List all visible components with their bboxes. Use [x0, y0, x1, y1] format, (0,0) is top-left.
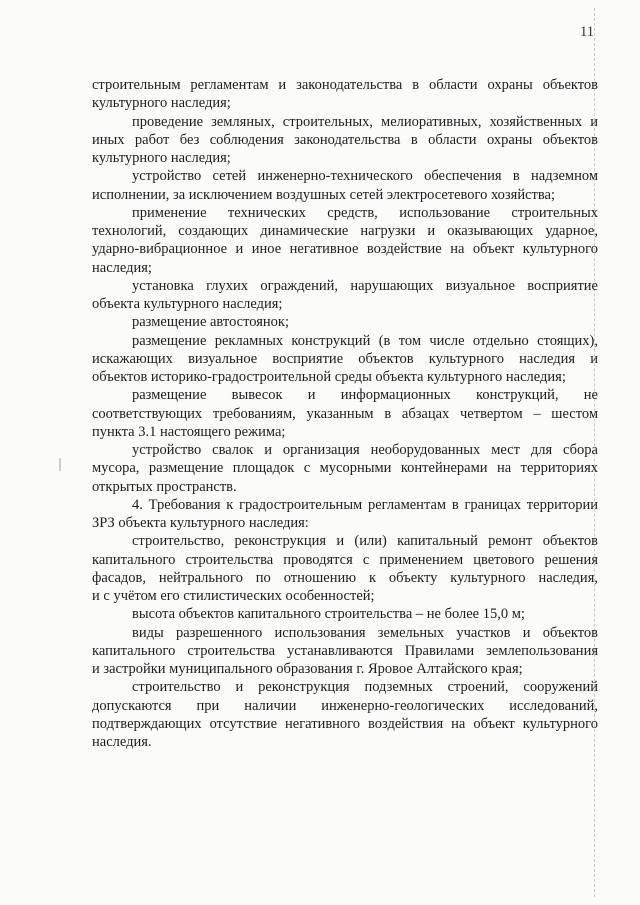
text-line: подтверждающих отсутствие негативного воздействия на объект культурного [92, 715, 598, 732]
text-line: и с учётом его стилистических особенностей; [92, 588, 375, 604]
text-line: применение технических средств, использование строительных [132, 204, 598, 221]
text-line: иных работ без соблюдения законодательства в области охраны объектов [92, 131, 598, 148]
body-text [92, 76, 598, 751]
text-line: фасадов, нейтрального по отношению к объекту культурного наследия, [92, 569, 598, 586]
scan-mark [59, 458, 61, 471]
page-number: 11 [580, 24, 594, 40]
text-line: мусора, размещение площадок с мусорными контейнерами на территориях [92, 460, 598, 477]
text-line: исполнении, за исключением воздушных сетей электросетевого хозяйства; [92, 186, 555, 203]
paragraph [92, 332, 598, 387]
text-line: 4. Требования к градостроительным регламентам в границах территории [132, 496, 598, 513]
text-line: допускаются при наличии инженерно-геологических исследований, [92, 697, 598, 714]
text-line: установка глухих ограждений, нарушающих визуальное восприятие [132, 277, 598, 294]
paragraph [92, 532, 598, 605]
text-line: капитального строительства проводятся с применением цветового решения [92, 551, 598, 568]
text-line: строительным регламентам и законодательства в области охраны объектов [92, 77, 598, 93]
paragraph [92, 113, 598, 168]
paragraph [92, 496, 598, 533]
text-line: искажающих визуальное восприятие объектов культурного наследия и [92, 350, 598, 367]
text-line: проведение земляных, строительных, мелиоративных, хозяйственных и [132, 113, 598, 130]
text-line: устройство сетей инженерно-технического обеспечения в надземном [132, 168, 598, 185]
text-line: размещение рекламных конструкций (в том числе отдельно стоящих), [132, 332, 598, 349]
text-line: объекта культурного наследия; [92, 296, 283, 312]
paragraph [92, 678, 598, 751]
paragraph [92, 386, 598, 441]
paragraph [92, 277, 598, 314]
text-line: и застройки муниципального образования г. Яровое Алтайского края; [92, 661, 523, 677]
text-line: строительство и реконструкция подземных строений, сооружений [132, 679, 598, 696]
text-line: размещение автостоянок; [132, 314, 289, 331]
paragraph [92, 441, 598, 496]
text-line: культурного наследия; [92, 150, 231, 166]
text-line: технологий, создающих динамические нагрузки и оказывающих ударное, [92, 223, 598, 239]
text-line: устройство свалок и организация необорудованных мест для сбора [132, 442, 598, 458]
paragraph [92, 76, 598, 113]
text-line: капитального строительства устанавливаются Правилами землепользования [92, 642, 598, 659]
text-line: наследия. [92, 734, 152, 750]
text-line: виды разрешенного использования земельных участков и объектов [132, 624, 598, 641]
text-line: соответствующих требованиям, указанным в абзацах четвертом – шестом [92, 405, 598, 422]
paragraph [92, 167, 598, 204]
text-line: объектов историко-градостроительной среды объекта культурного наследия; [92, 369, 566, 385]
text-line: ударно-вибрационное и иное негативное воздействие на объект культурного [92, 241, 598, 258]
paragraph [92, 313, 598, 331]
paragraph [92, 605, 598, 623]
text-line: наследия; [92, 259, 152, 276]
text-line: строительство, реконструкция и (или) капитальный ремонт объектов [132, 533, 598, 550]
paragraph [92, 624, 598, 679]
text-line: культурного наследия; [92, 95, 231, 112]
text-line: высота объектов капитального строительства – не более 15,0 м; [132, 606, 525, 623]
text-line: пункта 3.1 настоящего режима; [92, 423, 286, 440]
text-line: открытых пространств. [92, 478, 237, 495]
text-line: ЗРЗ объекта культурного наследия: [92, 515, 309, 531]
paragraph [92, 204, 598, 277]
text-line: размещение вывесок и информационных конструкций, не [132, 387, 598, 404]
